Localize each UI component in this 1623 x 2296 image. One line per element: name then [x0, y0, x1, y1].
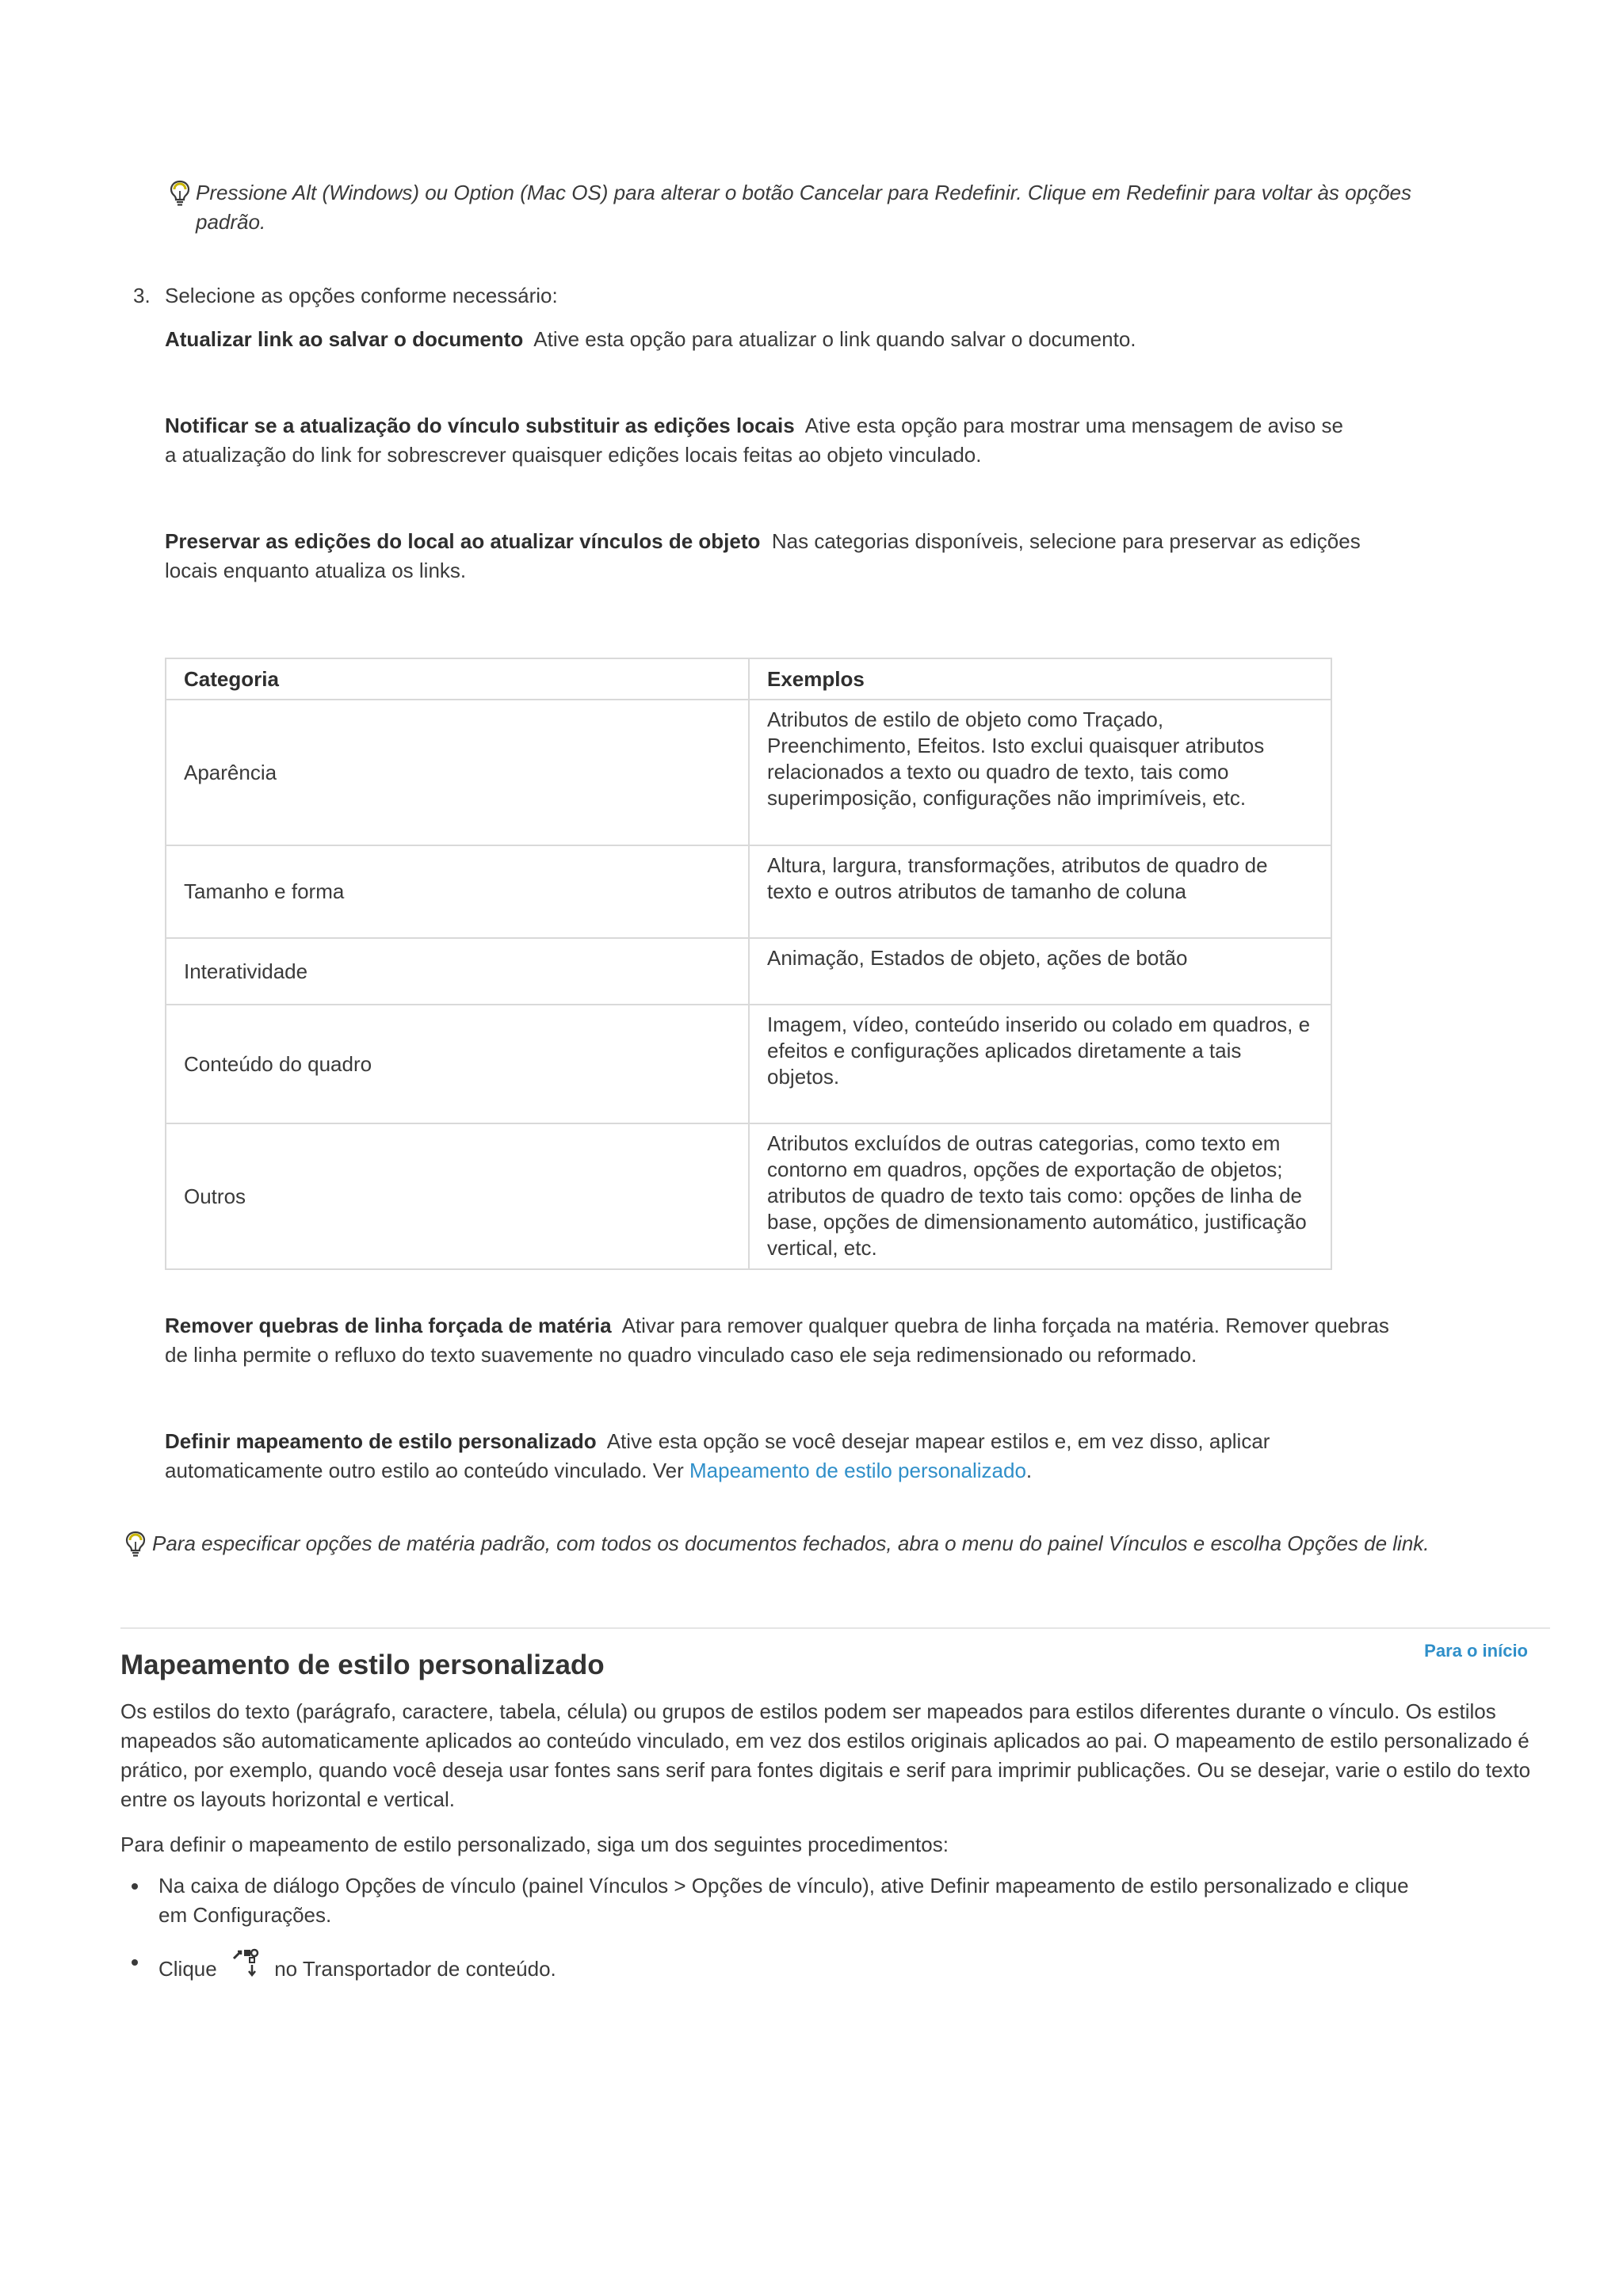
- list-item-text: Na caixa de diálogo Opções de vínculo (painel Vínculos > Opções de vínculo), ative Definir mapeamento de estilo personalizado e clique em Configurações.: [158, 1874, 1409, 1927]
- table-row: [166, 700, 1331, 845]
- table-cell-category: Outros: [166, 1123, 749, 1269]
- option-description: Ative esta opção para atualizar o link quando salvar o documento.: [533, 327, 1136, 351]
- step-number: 3.: [133, 284, 151, 307]
- tip-note-top: [168, 178, 1420, 237]
- table-cell-category: Conteúdo do quadro: [166, 1005, 749, 1123]
- link-trailing-period: .: [1025, 1459, 1033, 1482]
- table-cell-examples: Animação, Estados de objeto, ações de botão: [749, 938, 1331, 1005]
- option-description: Nas categorias disponíveis, selecione para preservar as edições locais enquanto atualiza os links.: [165, 529, 1361, 582]
- section-paragraph: Para definir o mapeamento de estilo personalizado, siga um dos seguintes procedimentos:: [120, 1833, 949, 1856]
- table-cell-category: Aparência: [166, 700, 749, 845]
- table-cell-category: Tamanho e forma: [166, 845, 749, 938]
- table-row: [166, 1005, 1331, 1123]
- table-header-row: [166, 658, 1331, 700]
- lightbulb-icon: [168, 180, 192, 207]
- option-custom-style-mapping: [165, 1427, 1369, 1486]
- list-item-text: Clique: [158, 1957, 217, 1981]
- table-cell-examples: Atributos excluídos de outras categorias, como texto em contorno em quadros, opções de exportação de objetos; atributos de quadro de texto tais como: opções de linha de base, opções de dimensionamento automático, justificação vertical, etc.: [749, 1123, 1331, 1269]
- option-term: Remover quebras de linha forçada de matéria: [165, 1314, 612, 1337]
- tip-text: Pressione Alt (Windows) ou Option (Mac OS) para alterar o botão Cancelar para Redefinir. Clique em Redefinir para voltar às opções padrão.: [196, 181, 1411, 234]
- option-remove-line-breaks: [165, 1311, 1401, 1370]
- option-term: Notificar se a atualização do vínculo substituir as edições locais: [165, 414, 795, 437]
- section-title: Mapeamento de estilo personalizado: [120, 1650, 605, 1680]
- table-cell-examples: Imagem, vídeo, conteúdo inserido ou colado em quadros, e efeitos e configurações aplicados diretamente a tais objetos.: [749, 1005, 1331, 1123]
- table-row: [166, 938, 1331, 1005]
- section-paragraph: Os estilos do texto (parágrafo, caractere, tabela, célula) ou grupos de estilos podem ser mapeados para estilos diferentes durante o vínculo. Os estilos mapeados são automaticamente aplicados ao conteúdo vinculado, em vez dos estilos originais aplicados ao pai. O mapeamento de estilo personalizado é prático, por exemplo, quando você deseja usar fontes sans serif para fontes digitais e serif para imprimir publicações. Ou se desejar, varie o estilo do texto entre os layouts horizontal e vertical.: [120, 1699, 1531, 1811]
- tip-text: Para especificar opções de matéria padrão, com todos os documentos fechados, abra o menu do painel Vínculos e escolha Opções de link.: [152, 1531, 1430, 1555]
- lightbulb-icon: [124, 1531, 147, 1558]
- option-notify-override: [165, 411, 1354, 470]
- procedure-list: [120, 1871, 1436, 2001]
- list-item-text-after-icon: no Transportador de conteúdo.: [274, 1957, 556, 1981]
- bullet-dot: [132, 1883, 138, 1890]
- tip-note-bottom: [124, 1529, 1598, 1558]
- column-header-examples: Exemplos: [749, 658, 1331, 700]
- option-term: Definir mapeamento de estilo personalizado: [165, 1429, 597, 1453]
- list-item: [120, 1871, 1436, 1930]
- option-update-link: [165, 325, 1385, 354]
- option-description: Ativar para remover qualquer quebra de linha forçada na matéria. Remover quebras de linha permite o refluxo do texto suavemente no quadro vinculado caso ele seja redimensionado ou reformado.: [165, 1314, 1389, 1367]
- back-to-top-link[interactable]: Para o início: [1424, 1641, 1528, 1661]
- table-cell-examples: Altura, largura, transformações, atributos de quadro de texto e outros atributos de tamanho de coluna: [749, 845, 1331, 938]
- table-cell-category: Interatividade: [166, 938, 749, 1005]
- list-item: [120, 1947, 1436, 1984]
- category-table: [165, 658, 1332, 1270]
- option-description: Ative esta opção se você desejar mapear estilos e, em vez disso, aplicar automaticamente outro estilo ao conteúdo vinculado. Ver: [165, 1429, 1270, 1482]
- style-mapping-icon: [231, 1947, 262, 1979]
- option-preserve-edits: [165, 527, 1369, 585]
- option-description: Ative esta opção para mostrar uma mensagem de aviso se a atualização do link for sobrescrever quaisquer edições locais feitas ao objeto vinculado.: [165, 414, 1343, 467]
- bullet-dot: [132, 1959, 138, 1966]
- table-row: [166, 845, 1331, 938]
- option-term: Preservar as edições do local ao atualizar vínculos de objeto: [165, 529, 761, 553]
- table-row: [166, 1123, 1331, 1269]
- step-label: Selecione as opções conforme necessário:: [165, 284, 558, 307]
- table-cell-examples: Atributos de estilo de objeto como Traçado, Preenchimento, Efeitos. Isto exclui quaisquer atributos relacionados a texto ou quadro de texto, tais como superimposição, configurações não imprimíveis, etc.: [749, 700, 1331, 845]
- column-header-category: Categoria: [166, 658, 749, 700]
- option-term: Atualizar link ao salvar o documento: [165, 327, 524, 351]
- style-mapping-link[interactable]: Mapeamento de estilo personalizado: [689, 1459, 1026, 1482]
- section-divider: [120, 1627, 1550, 1629]
